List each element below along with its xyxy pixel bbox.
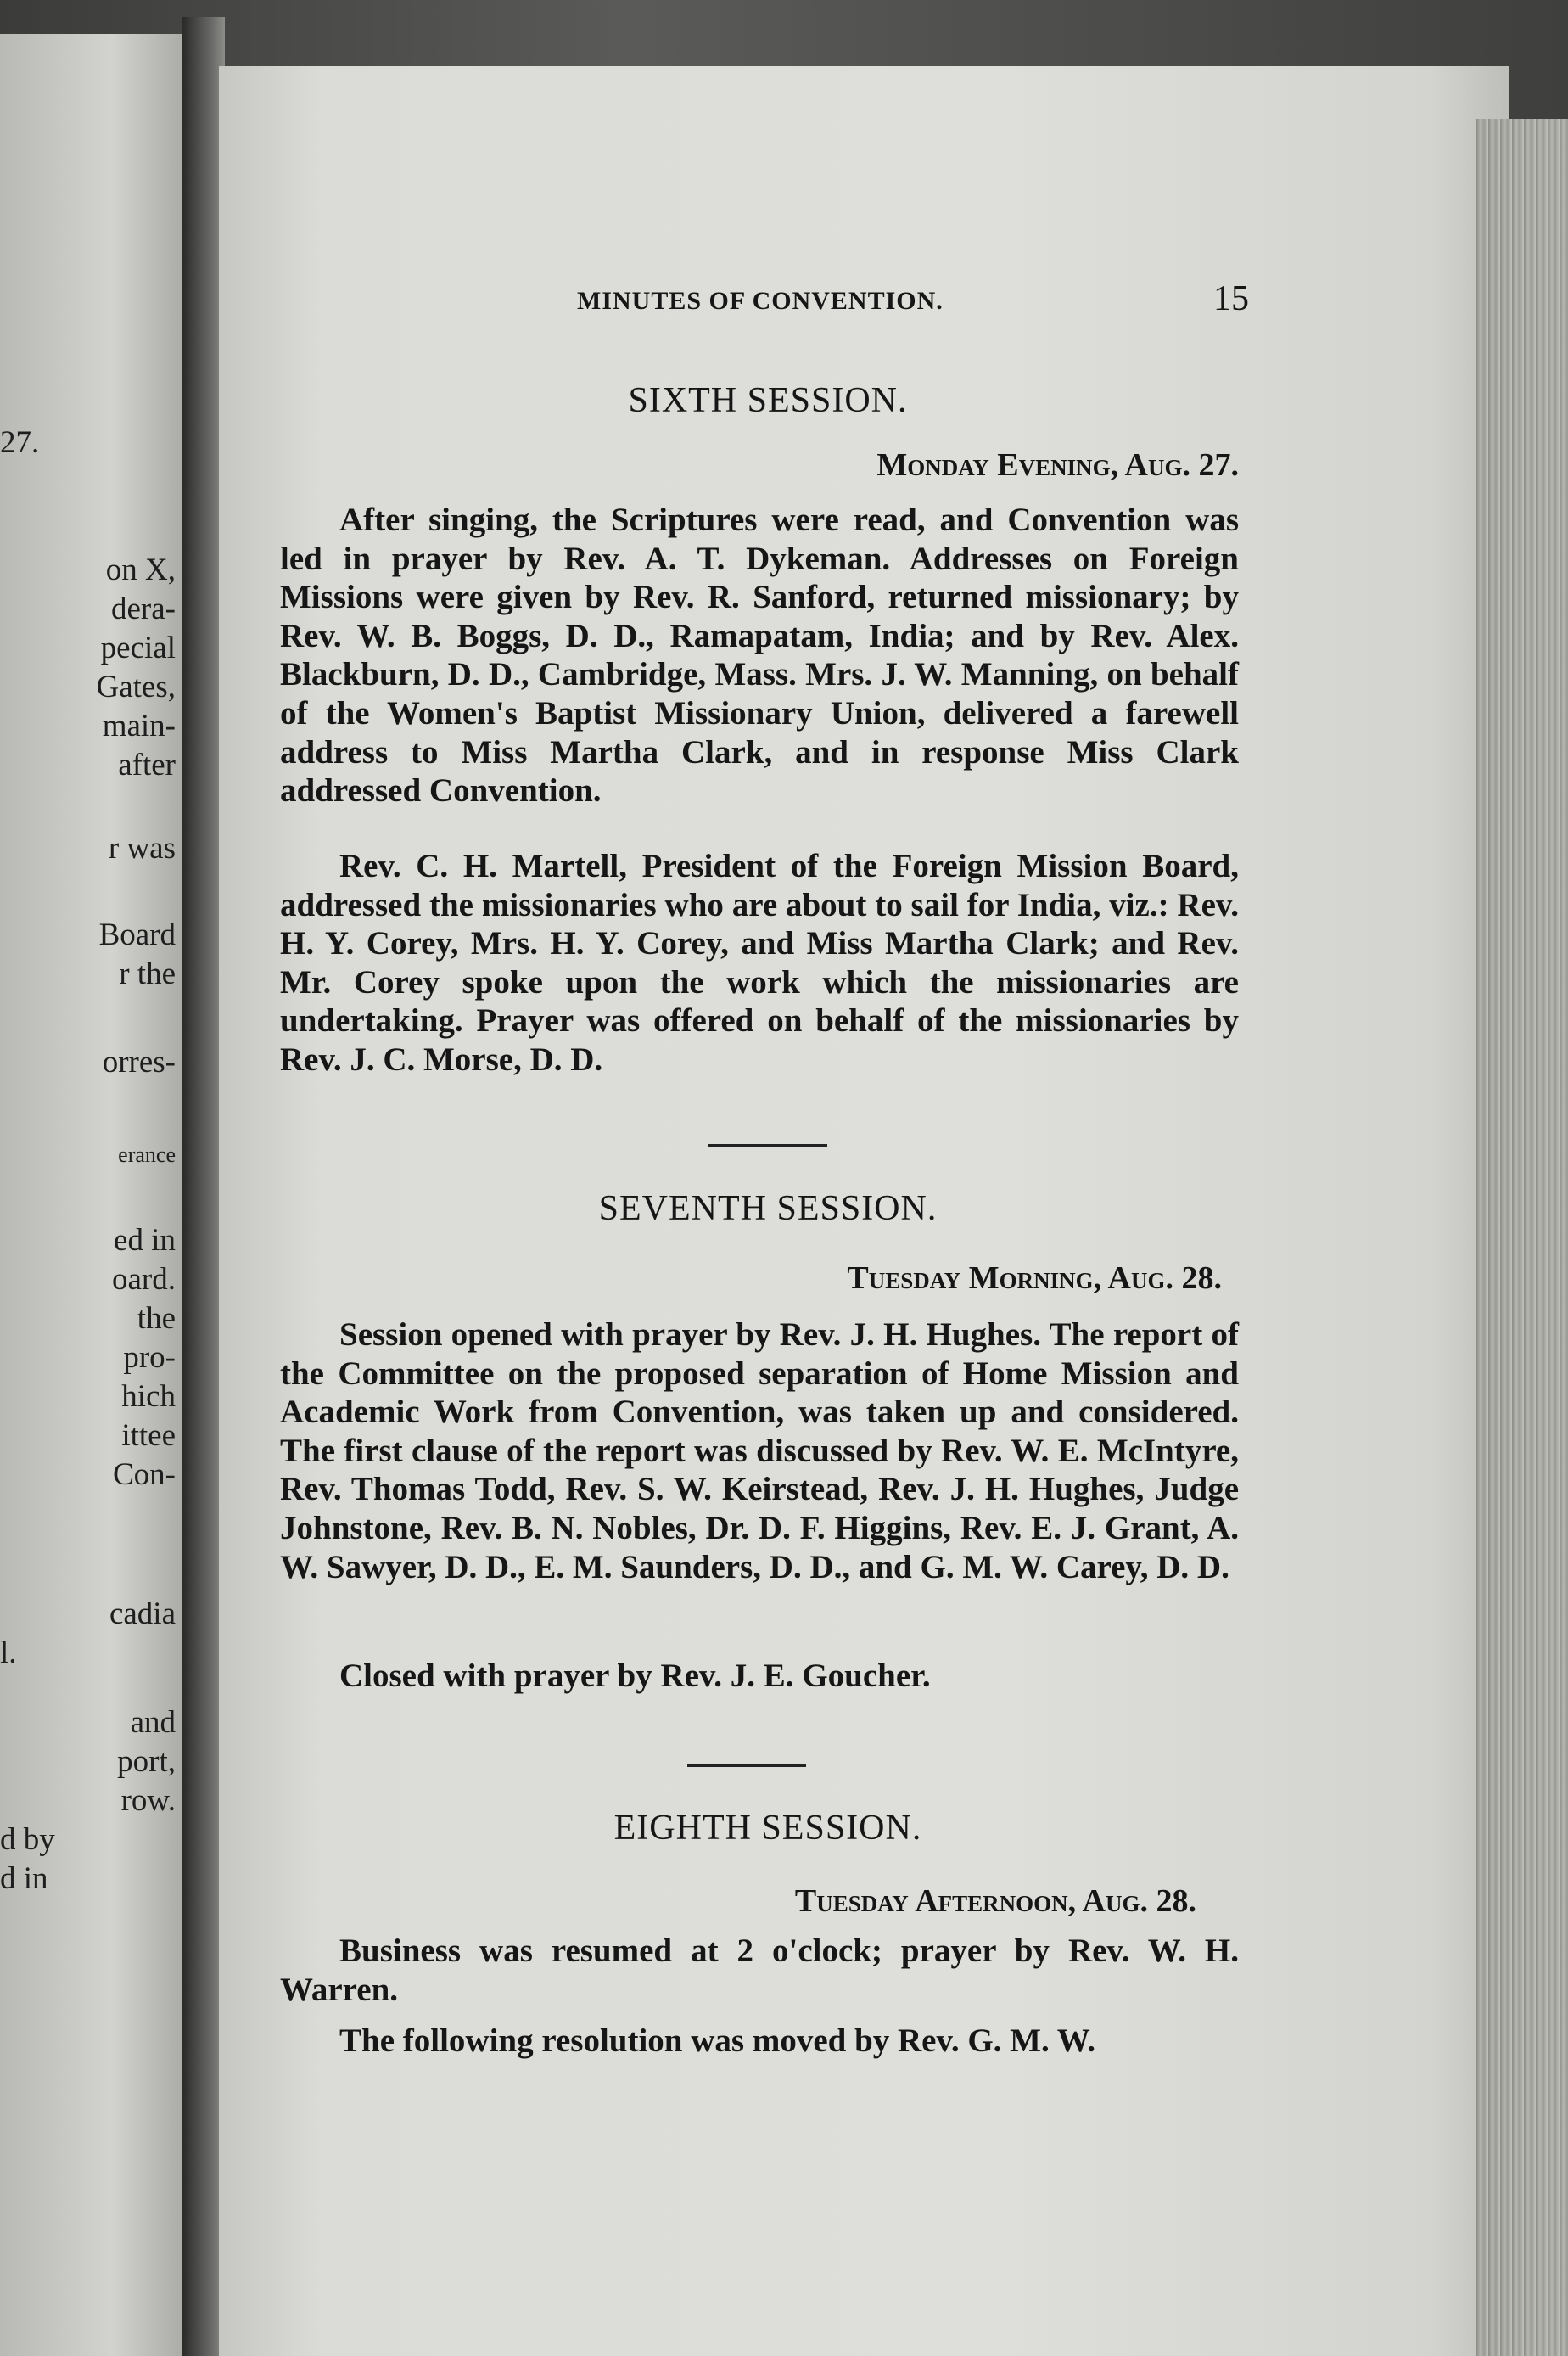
sixth-session-title: SIXTH SESSION.: [628, 381, 908, 420]
paragraph-text: After singing, the Scriptures were read, and Convention was led in prayer by Rev. A. T. Dykeman. Addresses on Foreign Missions were given by Rev. R. Sanford, returned missionary; by Rev. W. B. Boggs, D. D., Ramapatam, India; and by Rev. Alex. Blackburn, D. D., Cambridge, Mass. Mrs. J. W. Manning, on behalf of the Women's Baptist Missionary Union, delivered a farewell address to Miss Martha Clark, and in response Miss Clark addressed Convention.: [280, 502, 1239, 810]
seventh-session-title: SEVENTH SESSION.: [598, 1189, 938, 1228]
facing-line: d in: [0, 1861, 48, 1896]
facing-line: main-: [102, 709, 176, 743]
facing-line: Con-: [113, 1457, 176, 1492]
facing-line: ed in: [114, 1223, 176, 1258]
facing-line: r was: [108, 831, 176, 866]
section-divider: [687, 1764, 806, 1767]
facing-line: erance: [118, 1142, 176, 1167]
facing-page-fragment: [0, 34, 187, 2356]
facing-line: 27.: [0, 425, 40, 460]
paragraph-text: Session opened with prayer by Rev. J. H. Hughes. The report of the Committee on the proposed separation of Home Mission and Academic Work from Convention, was taken up and considered. The first clause of the report was discussed by Rev. W. E. McIntyre, Rev. Thomas Todd, Rev. S. W. Keirstead, Rev. J. H. Hughes, Judge Johnstone, Rev. B. N. Nobles, Dr. D. F. Higgins, Rev. E. J. Grant, A. W. Sawyer, D. D., E. M. Saunders, D. D., and G. M. W. Carey, D. D.: [280, 1316, 1239, 1585]
paragraph-text: Business was resumed at 2 o'clock; prayer by Rev. W. H. Warren.: [280, 1932, 1239, 2008]
eighth-session-title: EIGHTH SESSION.: [613, 1809, 922, 1848]
facing-line: and: [130, 1705, 176, 1740]
sixth-session-paragraph-1: [280, 501, 1239, 811]
seventh-session-dateline: Tuesday Morning, Aug. 28.: [847, 1260, 1222, 1296]
facing-line: port,: [117, 1744, 176, 1779]
facing-line: l.: [0, 1635, 17, 1670]
seventh-session-paragraph-1: [280, 1315, 1239, 1586]
facing-line: the: [137, 1301, 176, 1336]
paragraph-text: Closed with prayer by Rev. J. E. Goucher.: [339, 1658, 931, 1694]
paragraph-text: Rev. C. H. Martell, President of the Foreign Mission Board, addressed the missionaries who are about to sail for India, viz.: Rev. H. Y. Corey, Mrs. H. Y. Corey, and Miss Martha Clark; and Rev. Mr. Corey spoke upon the work which the missionaries are undertaking. Prayer was offered on behalf of the missionaries by Rev. J. C. Morse, D. D.: [280, 848, 1239, 1078]
facing-line: orres-: [102, 1045, 176, 1080]
facing-line: pro-: [123, 1340, 176, 1375]
facing-line: oard.: [112, 1262, 176, 1297]
eighth-session-paragraph-1: [280, 1932, 1239, 2009]
facing-line: cadia: [109, 1596, 176, 1631]
facing-line: ittee: [121, 1418, 176, 1453]
page-edges: [1476, 119, 1568, 2356]
facing-line: on X,: [105, 553, 176, 587]
facing-line: hich: [121, 1379, 176, 1414]
facing-line: after: [118, 748, 176, 783]
facing-line: pecial: [100, 631, 176, 665]
facing-line: row.: [120, 1783, 176, 1818]
running-head: MINUTES OF CONVENTION.: [577, 287, 944, 315]
eighth-session-dateline: Tuesday Afternoon, Aug. 28.: [794, 1883, 1196, 1919]
facing-line: Gates,: [96, 670, 176, 704]
facing-line: d by: [0, 1822, 55, 1857]
page-header: [280, 278, 1256, 329]
eighth-session-paragraph-2: [280, 2022, 1239, 2061]
section-divider: [708, 1144, 827, 1147]
facing-line: Board: [98, 917, 176, 952]
sixth-session-paragraph-2: [280, 847, 1239, 1080]
facing-line: dera-: [111, 592, 176, 626]
seventh-session-paragraph-2: [280, 1657, 1239, 1696]
paragraph-text: The following resolution was moved by Rev. G. M. W.: [339, 2022, 1095, 2059]
page-number: 15: [1213, 279, 1249, 318]
facing-line: r the: [119, 956, 176, 991]
sixth-session-dateline: Monday Evening, Aug. 27.: [876, 447, 1239, 483]
